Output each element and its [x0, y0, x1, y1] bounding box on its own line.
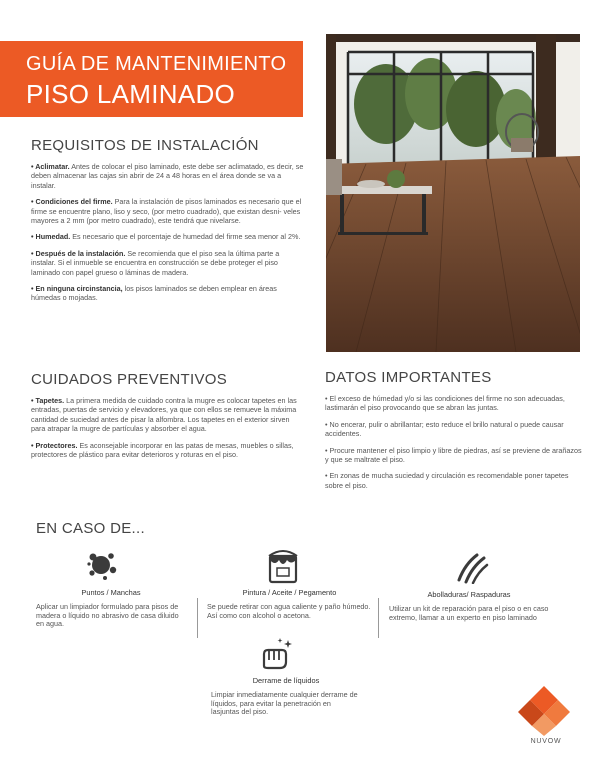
requisitos-title: REQUISITOS DE INSTALACIÓN [31, 137, 259, 154]
requisito-text: Antes de colocar el piso laminado, este debe ser aclimatado, es decir, se deben almacenar las cajas sin abrir de 24 a 48 horas en el área donde se va a instalar. [31, 162, 304, 190]
splat-icon [85, 548, 119, 582]
cuidado-protectores [31, 441, 305, 460]
requisito-text: Para la instalación de pisos laminados es necesario que el firme se encuentre plano, liso y seco, (por metro cuadrado), que existan desni- veles mayores a 2 mm (por metro cuadrado), este tendrá que nivelarse. [31, 197, 302, 226]
case-divider [197, 598, 198, 638]
requisito-term: • Condiciones del firme. [31, 197, 113, 207]
requisito-aclimatar [31, 162, 305, 190]
title-line-2: PISO LAMINADO [26, 79, 236, 109]
case-label: Pintura / Aceite / Pegamento [242, 588, 337, 597]
case-divider [378, 598, 379, 638]
case-label: Puntos / Manchas [81, 588, 141, 597]
cuidados-section [31, 371, 305, 466]
requisitos-section [31, 137, 305, 310]
case-abolladuras [389, 590, 549, 622]
brand-name: NUVOW [530, 738, 562, 745]
requisito-text: Se recomienda que el piso sea la última parte a instalar. Si el inmueble se encuentra en construcción se debe proteger el piso laminado con papel grueso o láminas de madera. [31, 248, 280, 277]
cuidado-tapetes [31, 396, 305, 434]
dato-item: • En zonas de mucha suciedad y circulación es recomendable poner tapetes sobre el piso. [325, 471, 569, 490]
case-desc: Limpiar inmediatamente cualquier derrame de líquidos, para evitar la penetración en lasjuntas del piso. [211, 690, 358, 717]
cuidado-text: La primera medida de cuidado contra la mugre es colocar tapetes en las entradas, puertas de servicio y elevadores, ya que con ellos se remueve la máxima cantidad de suciedad antes de pisar la alfombra. Los tapetes en el exterior sirven para atrapar la mugre de partículas y absorber el agua. [31, 396, 297, 434]
scratch-icon [455, 552, 489, 584]
cuidados-title: CUIDADOS PREVENTIVOS [31, 371, 228, 388]
header-banner [0, 41, 303, 117]
requisito-term: • Después de la instalación. [31, 248, 126, 258]
case-pintura [207, 588, 372, 620]
cuidado-term: • Protectores. [31, 440, 78, 450]
case-desc: Aplicar un limpiador formulado para pisos de madera o líquido no abrasivo de casa diluido en agua. [36, 602, 179, 629]
cleaning-hand-icon [258, 636, 294, 672]
requisito-term: • Humedad. [31, 232, 71, 242]
case-label: Abolladuras/ Raspaduras [427, 590, 511, 599]
case-derrame [211, 676, 361, 717]
paint-can-icon [265, 546, 301, 584]
dato-item: • No encerar, pulir o abrillantar; esto reduce el brillo natural o puede causar accidentes. [325, 419, 564, 439]
case-label: Derrame de líquidos [252, 676, 320, 685]
requisito-term: • Aclimatar. [31, 162, 70, 171]
dato-item: • El exceso de húmedad y/o si las condiciones del firme no son adecuadas, lastimarán el piso provocando que se abran las juntas. [325, 394, 565, 413]
dato-item: • Procure mantener el piso limpio y libre de piedras, así se previene de arañazos y que se maltrate el piso. [325, 445, 582, 465]
cuidado-text: Es aconsejable incorporar en las patas de mesas, muebles o sillas, protectores de plástico para evitar deterioros y roturas en el piso. [31, 440, 294, 460]
case-puntos [36, 588, 186, 629]
datos-title: DATOS IMPORTANTES [325, 369, 492, 386]
requisito-humedad [31, 232, 305, 241]
case-desc: Se puede retirar con agua caliente y paño húmedo. Así como con alcohol o acetona. [207, 602, 371, 620]
requisito-text: los pisos laminados se deben emplear en áreas húmedas o mojadas. [31, 284, 277, 303]
requisito-text: Es necesario que el porcentaje de humedad del firme sea menor al 2%. [70, 232, 301, 242]
cuidado-term: • Tapetes. [31, 396, 65, 405]
en-caso-title: EN CASO DE... [36, 520, 145, 537]
room-photo [326, 34, 580, 352]
requisito-condiciones [31, 197, 305, 225]
case-desc: Utilizar un kit de reparación para el piso o en caso extremo, llamar a un experto en piso laminado [389, 604, 549, 622]
requisito-despues [31, 249, 305, 277]
title-line-1: GUÍA DE MANTENIMIENTO [26, 53, 287, 75]
requisito-ninguna [31, 284, 305, 303]
nuvow-logo-icon [516, 684, 572, 738]
datos-section [325, 369, 587, 497]
requisito-term: • En ninguna circinstancia, [31, 284, 123, 294]
